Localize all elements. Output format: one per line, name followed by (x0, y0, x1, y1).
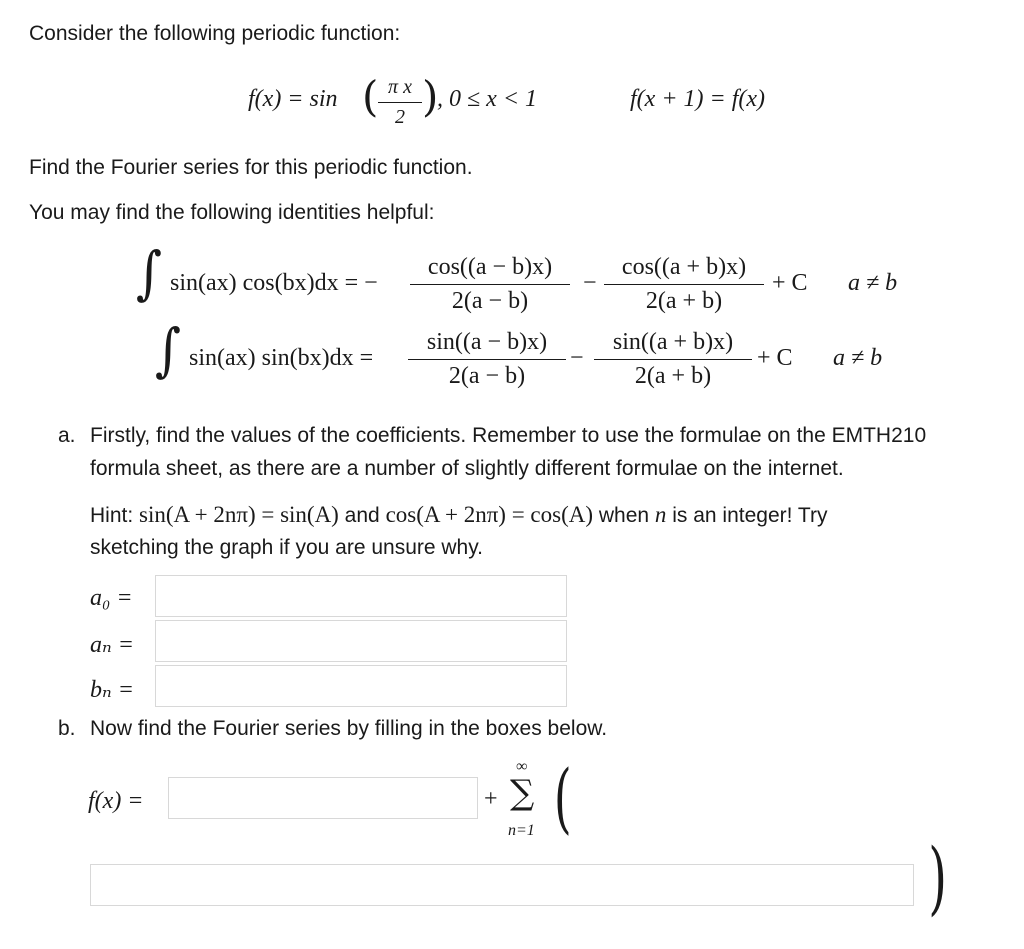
hint-rest: is an integer! Try (666, 504, 828, 527)
identities-intro: You may find the following identities helpful: (29, 201, 435, 224)
plus-sign: + (484, 786, 498, 812)
fx-label: f(x) = (88, 788, 144, 814)
part-a-line2: formula sheet, as there are a number of slightly different formulae on the internet. (90, 457, 844, 480)
integral-sign-icon: ∫ (136, 239, 163, 307)
identity1-fraction2 (604, 254, 764, 315)
periodicity-condition: f(x + 1) = f(x) (630, 86, 765, 112)
identity1-den2: 2(a + b) (645, 288, 723, 314)
identity2-den1: 2(a − b) (448, 363, 526, 389)
identity1-num1: cos((a − b)x) (427, 254, 553, 280)
open-paren-icon: ( (553, 753, 572, 842)
frac-denominator: 2 (395, 106, 405, 128)
identity1-den1: 2(a − b) (451, 288, 529, 314)
identity2-condition: a ≠ b (833, 345, 883, 371)
hint-sin-identity: sin(A + 2nπ) = sin(A) (139, 502, 339, 527)
identity1-num2: cos((a + b)x) (621, 254, 747, 280)
bn-label: bₙ = (90, 677, 134, 703)
hint-line2: sketching the graph if you are unsure why. (90, 536, 484, 559)
integral-sign-icon: ∫ (155, 316, 182, 384)
identity2-num1: sin((a − b)x) (426, 329, 548, 355)
part-a-marker: a. (58, 424, 76, 447)
series-constant-input[interactable] (168, 777, 478, 819)
identity2-lhs: sin(ax) sin(bx)dx = (189, 345, 374, 371)
identity1-minus: − (583, 270, 597, 296)
identity2-num2: sin((a + b)x) (612, 329, 734, 355)
identity1-condition: a ≠ b (848, 270, 898, 296)
hint-when: when (593, 504, 655, 527)
a0-label: a₀ = (90, 585, 133, 611)
identity1-fraction1 (410, 254, 570, 315)
left-paren: ( (362, 72, 379, 121)
identity2-minus: − (570, 345, 584, 371)
hint-line (90, 502, 827, 528)
pi-x-over-2 (378, 76, 422, 129)
identity2-den2: 2(a + b) (634, 363, 712, 389)
summation-icon: ∑ (510, 773, 535, 813)
close-paren-icon: ) (928, 831, 947, 924)
identity1-constant: + C (772, 270, 808, 296)
intro-text: Consider the following periodic function: (29, 22, 401, 45)
identity1-lhs: sin(ax) cos(bx)dx = − (170, 270, 378, 296)
part-b-text: Now find the Fourier series by filling in the boxes below. (90, 717, 608, 740)
part-a-line1: Firstly, find the values of the coefficients. Remember to use the formulae on the EMTH210 (90, 424, 927, 447)
sum-lower-limit: n=1 (508, 822, 535, 839)
bn-input[interactable] (155, 665, 567, 707)
identity2-fraction2 (594, 329, 752, 390)
hint-n: n (654, 502, 667, 527)
frac-numerator: π x (388, 76, 412, 98)
function-domain: , 0 ≤ x < 1 (437, 86, 538, 112)
function-lhs: f(x) = sin (248, 86, 338, 112)
right-paren: ) (422, 72, 439, 121)
an-label: aₙ = (90, 632, 134, 658)
sum-upper-limit: ∞ (516, 758, 528, 775)
an-input[interactable] (155, 620, 567, 662)
identity2-constant: + C (757, 345, 793, 371)
series-term-input[interactable] (90, 864, 914, 906)
identity2-fraction1 (408, 329, 566, 390)
part-b-marker: b. (58, 717, 76, 740)
hint-and: and (338, 504, 386, 527)
task-text: Find the Fourier series for this periodic function. (29, 156, 473, 179)
a0-input[interactable] (155, 575, 567, 617)
hint-cos-identity: cos(A + 2nπ) = cos(A) (385, 502, 594, 527)
hint-prefix: Hint: (90, 504, 140, 527)
